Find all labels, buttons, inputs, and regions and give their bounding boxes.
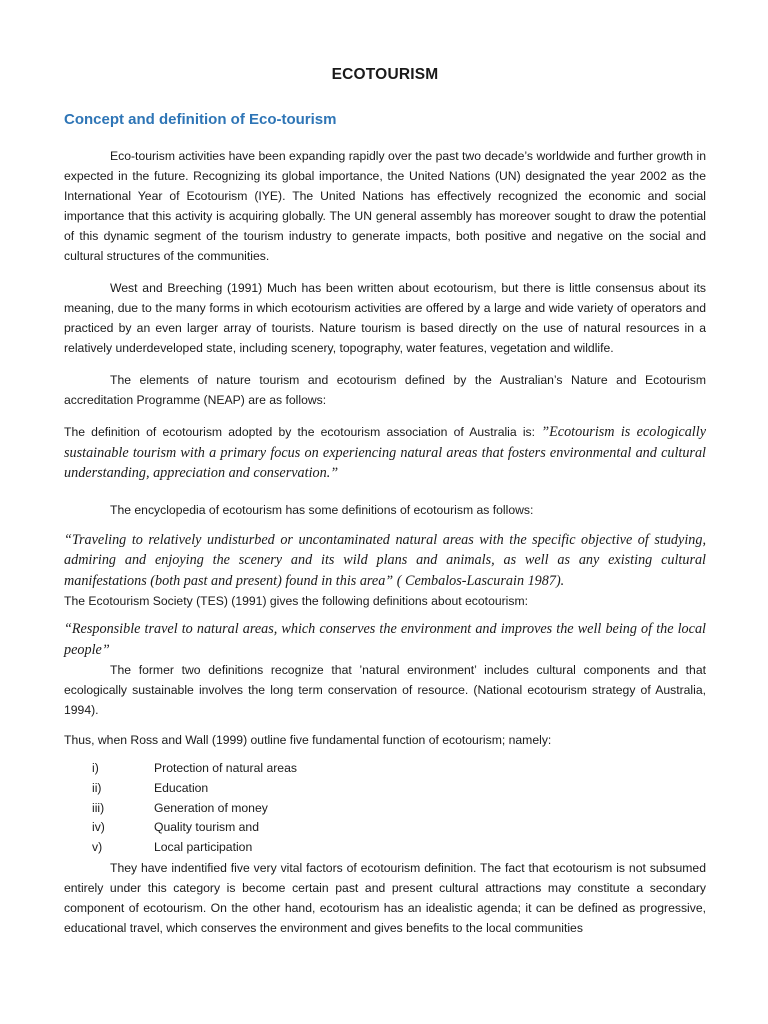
- list-item-text: Education: [154, 780, 209, 795]
- eaa-lead-text: The definition of ecotourism adopted by the ecotourism association of Australia is:: [64, 425, 542, 439]
- list-item-text: Generation of money: [154, 800, 268, 815]
- paragraph-tes: The Ecotourism Society (TES) (1991) gives the following definitions about ecotourism:: [64, 594, 529, 608]
- list-item-number: v): [92, 840, 103, 855]
- list-item-number: i): [92, 761, 99, 775]
- list-item: [64, 818, 706, 838]
- list-item-text: Quality tourism and: [154, 820, 259, 835]
- paragraph-intro: Eco-tourism activities have been expanding rapidly over the past two decade’s worldwide and further growth in expected in the future. Recognizing its global importance, the United Nations (UN) designated the year 2002 as the International Year of Ecotourism (IYE). The United Nations has effectively recognized the economic and social importance that this activity is acquiring globally. The UN general assembly has moreover sought to draw the potential of this dynamic segment of the tourism industry to generate impacts, both positive and negative on the social and cultural structures of the communities.: [64, 149, 706, 263]
- functions-list: [64, 759, 706, 858]
- paragraph-west-breeching: West and Breeching (1991) Much has been written about ecotourism, but there is little consensus about its meaning, due to the many forms in which ecotourism activities are offered by a large and wide variety of operators and practiced by an even larger array of tourists. Nature tourism is based directly on the use of natural resources in a relatively underdeveloped state, including scenery, topography, water features, vegetation and wildlife.: [64, 281, 706, 355]
- eaa-quote: ”Ecotourism is ecologically sustainable tourism with a primary focus on experiencing natural areas that fosters environmental and cultural understanding, appreciation and conservation.”: [64, 424, 706, 481]
- paragraph-former-definitions: The former two definitions recognize that ’natural environment’ includes cultural components and that ecologically sustainable involves the long term conservation of resource. (National ecotourism strategy of Australia, 1994).: [64, 663, 706, 717]
- paragraph-ross-wall: Thus, when Ross and Wall (1999) outline five fundamental function of ecotourism; namely:: [64, 733, 552, 747]
- quote-ceballos: “Traveling to relatively undisturbed or uncontaminated natural areas with the specific objective of studying, admiring and enjoying the scenery and its wild plans and animals, as well as any existing cultural manifestations (both past and present) found in this area” ( Cembalos-Lascurain 1987).: [64, 531, 706, 589]
- quote-tes: “Responsible travel to natural areas, which conserves the environment and improves the well being of the local people”: [64, 621, 706, 658]
- list-item-text: Local participation: [154, 840, 253, 855]
- list-item: [64, 779, 706, 799]
- section-heading: Concept and definition of Eco-tourism: [64, 111, 337, 128]
- paragraph-eaa-definition: [64, 422, 706, 484]
- list-item-number: ii): [92, 780, 102, 795]
- paragraph-neap: The elements of nature tourism and ecotourism defined by the Australian’s Nature and Ecotourism accreditation Programme (NEAP) are as follows:: [64, 373, 706, 407]
- list-item-text: Protection of natural areas: [154, 761, 297, 775]
- document-title: ECOTOURISM: [331, 66, 439, 83]
- list-item: [64, 838, 706, 858]
- list-item: [64, 799, 706, 819]
- list-item-number: iv): [92, 820, 105, 835]
- list-item-number: iii): [92, 800, 105, 815]
- paragraph-encyclopedia: The encyclopedia of ecotourism has some definitions of ecotourism as follows:: [110, 502, 534, 517]
- list-item: [64, 759, 706, 779]
- paragraph-factors: They have indentified five very vital factors of ecotourism definition. The fact that ecotourism is not subsumed entirely under this category is become certain past and present cultural attractions may constitute a secondary component of ecotourism. On the other hand, ecotourism has an idealistic agenda; it can be defined as progressive, educational travel, which conserves the environment and gives benefits to the local communities: [64, 860, 706, 935]
